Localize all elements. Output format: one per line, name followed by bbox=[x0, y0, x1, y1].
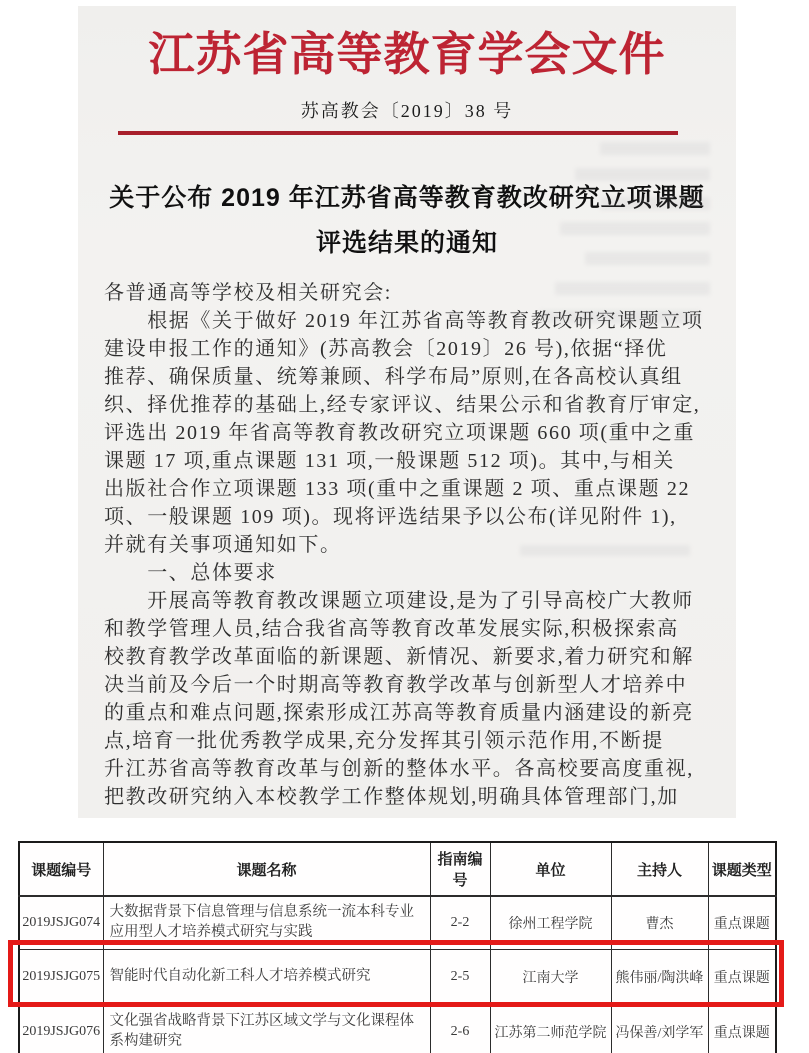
guide-no: 2-6 bbox=[430, 1004, 490, 1053]
table-row bbox=[19, 896, 776, 950]
scan-artifact bbox=[600, 142, 710, 155]
column-header-unit: 单位 bbox=[490, 842, 611, 896]
body-line: 织、择优推荐的基础上,经专家评议、结果公示和省教育厅审定, bbox=[104, 394, 701, 416]
column-header-guide-no: 指南编号 bbox=[430, 842, 490, 896]
body-line: 决当前及今后一个时期高等教育教学改革与创新型人才培养中 bbox=[104, 674, 688, 696]
scan-artifact bbox=[560, 222, 710, 235]
document-number: 苏高教会〔2019〕38 号 bbox=[300, 101, 514, 121]
table-header-row bbox=[19, 842, 776, 896]
table-row bbox=[19, 1004, 776, 1053]
leader: 熊伟丽/陶洪峰 bbox=[611, 950, 708, 1004]
notice-title-line1: 关于公布 2019 年江苏省高等教育教改研究立项课题 bbox=[109, 184, 705, 212]
body-line: 推荐、确保质量、统筹兼顾、科学布局”原则,在各高校认真组 bbox=[104, 366, 683, 388]
guide-no: 2-5 bbox=[430, 950, 490, 1004]
project-type: 重点课题 bbox=[708, 896, 776, 950]
body-line: 校教育教学改革面临的新课题、新情况、新要求,着力研究和解 bbox=[104, 646, 694, 668]
body-line: 建设申报工作的通知》(苏高教会〔2019〕26 号),依据“择优 bbox=[104, 338, 668, 360]
body-line: 的重点和难点问题,探索形成江苏高等教育质量内涵建设的新亮 bbox=[104, 702, 694, 724]
body-line: 出版社合作立项课题 133 项(重中之重课题 2 项、重点课题 22 bbox=[104, 478, 691, 500]
body-line: 开展高等教育教改课题立项建设,是为了引导高校广大教师 bbox=[104, 590, 694, 612]
body-line: 并就有关事项通知如下。 bbox=[104, 534, 342, 556]
column-header-project-id: 课题编号 bbox=[19, 842, 103, 896]
scan-artifact bbox=[540, 310, 700, 323]
body-line: 点,培育一批优秀教学成果,充分发挥其引领示范作用,不断提 bbox=[104, 730, 664, 752]
scan-artifact bbox=[575, 168, 710, 181]
project-name: 大数据背景下信息管理与信息系统一流本科专业应用型人才培养模式研究与实践 bbox=[103, 896, 430, 950]
body-line: 项、一般课题 109 项)。现将评选结果予以公布(详见附件 1), bbox=[104, 506, 677, 528]
project-type: 重点课题 bbox=[708, 950, 776, 1004]
project-name: 文化强省战略背景下江苏区域文学与文化课程体系构建研究 bbox=[103, 1004, 430, 1053]
scan-artifact bbox=[520, 545, 690, 556]
project-id: 2019JSJG076 bbox=[19, 1004, 103, 1053]
document-page bbox=[78, 6, 736, 818]
scan-artifact bbox=[555, 282, 710, 295]
guide-no: 2-2 bbox=[430, 896, 490, 950]
project-id: 2019JSJG075 bbox=[19, 950, 103, 1004]
unit: 江南大学 bbox=[490, 950, 611, 1004]
body-section-heading: 一、总体要求 bbox=[104, 562, 277, 584]
column-header-project-name: 课题名称 bbox=[103, 842, 430, 896]
body-line: 课题 17 项,重点课题 131 项,一般课题 512 项)。其中,与相关 bbox=[104, 450, 675, 472]
column-header-leader: 主持人 bbox=[611, 842, 708, 896]
leader: 曹杰 bbox=[611, 896, 708, 950]
leader: 冯保善/刘学军 bbox=[611, 1004, 708, 1053]
table-row-highlighted bbox=[19, 950, 776, 1004]
unit: 徐州工程学院 bbox=[490, 896, 611, 950]
unit: 江苏第二师范学院 bbox=[490, 1004, 611, 1053]
project-name: 智能时代自动化新工科人才培养模式研究 bbox=[103, 950, 430, 1004]
project-type: 重点课题 bbox=[708, 1004, 776, 1053]
scan-artifact bbox=[585, 252, 710, 265]
body-line: 评选出 2019 年省高等教育教改研究立项课题 660 项(重中之重 bbox=[104, 422, 696, 444]
body-line: 把教改研究纳入本校教学工作整体规划,明确具体管理部门,加 bbox=[104, 786, 679, 808]
scan-artifact bbox=[600, 197, 710, 210]
body-line: 根据《关于做好 2019 年江苏省高等教育教改研究课题立项 bbox=[104, 310, 704, 332]
notice-title-line2: 评选结果的通知 bbox=[315, 229, 498, 257]
project-id: 2019JSJG074 bbox=[19, 896, 103, 950]
letterhead-title: 江苏省高等教育学会文件 bbox=[148, 29, 666, 80]
letterhead-divider bbox=[118, 131, 678, 135]
body-line: 升江苏省高等教育改革与创新的整体水平。各高校要高度重视, bbox=[104, 758, 694, 780]
column-header-type: 课题类型 bbox=[708, 842, 776, 896]
body-line: 和教学管理人员,结合我省高等教育改革发展实际,积极探索高 bbox=[104, 618, 679, 640]
salutation: 各普通高等学校及相关研究会: bbox=[104, 282, 392, 304]
project-results-table bbox=[18, 841, 777, 1053]
